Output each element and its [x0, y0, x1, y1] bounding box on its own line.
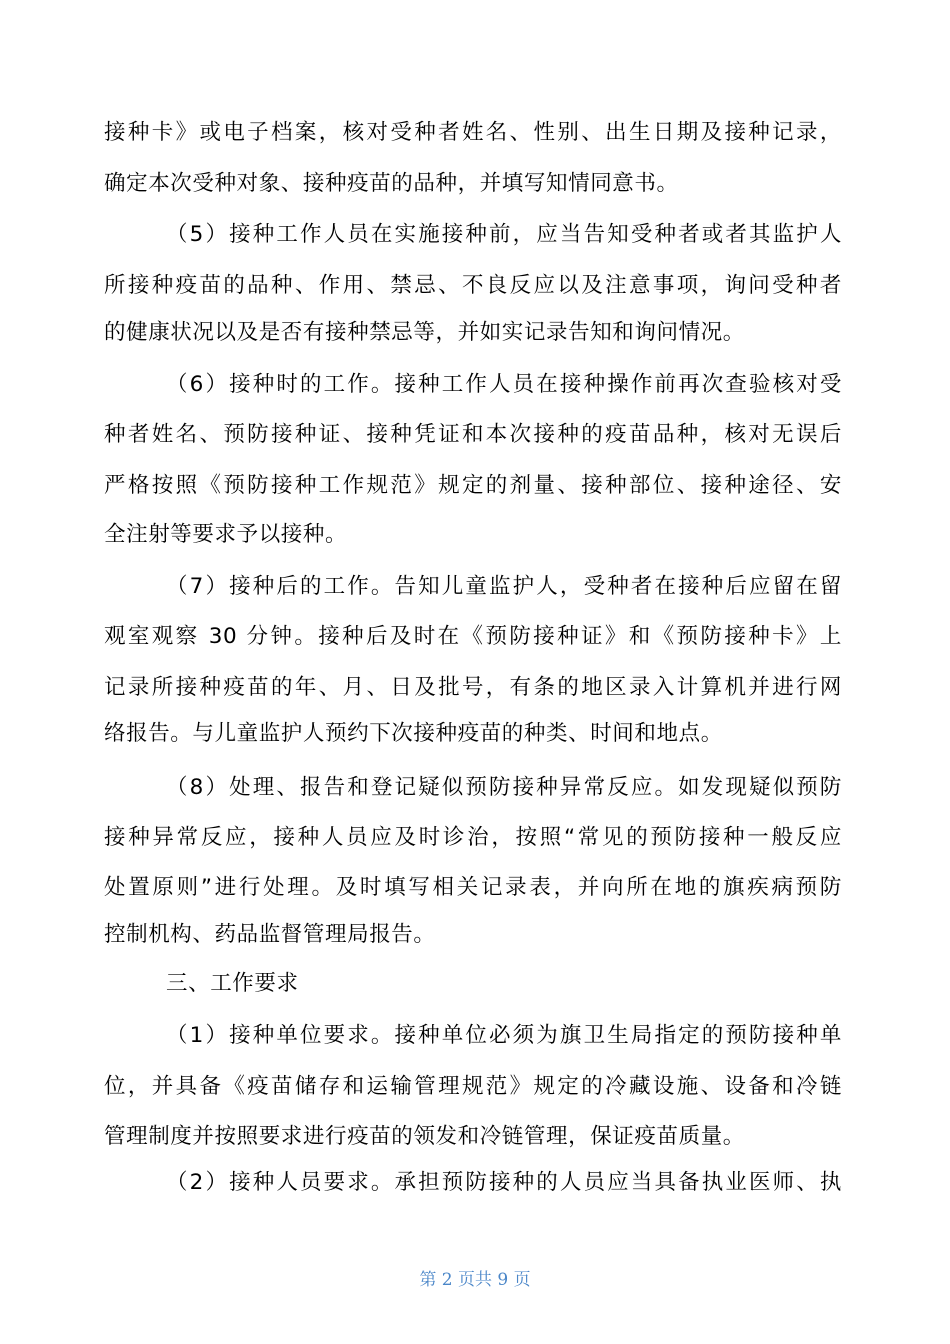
text-line: 严格按照《预防接种工作规范》规定的剂量、接种部位、接种途径、安: [104, 473, 842, 498]
paragraph-start: （1）接种单位要求。接种单位必须为旗卫生局指定的预防接种单: [166, 1023, 842, 1048]
text-line: 接种卡》或电子档案，核对受种者姓名、性别、出生日期及接种记录，: [104, 120, 842, 145]
text-line: 络报告。与儿童监护人预约下次接种疫苗的种类、时间和地点。: [104, 721, 723, 746]
text-line: 的健康状况以及是否有接种禁忌等，并如实记录告知和询问情况。: [104, 320, 745, 345]
paragraph-start: （5）接种工作人员在实施接种前，应当告知受种者或者其监护人: [166, 222, 842, 247]
text-line: 记录所接种疫苗的年、月、日及批号，有条的地区录入计算机并进行网: [104, 675, 842, 700]
text-line: 接种异常反应，接种人员应及时诊治，按照“常见的预防接种一般反应: [104, 825, 842, 850]
paragraph-start: （7）接种后的工作。告知儿童监护人，受种者在接种后应留在留: [166, 574, 842, 599]
paragraph-start: （2）接种人员要求。承担预防接种的人员应当具备执业医师、执: [166, 1170, 842, 1195]
text-line: 全注射等要求予以接种。: [104, 522, 348, 547]
text-line: 种者姓名、预防接种证、接种凭证和本次接种的疫苗品种，核对无误后: [104, 422, 842, 447]
paragraph-start: （8）处理、报告和登记疑似预防接种异常反应。如发现疑似预防: [166, 775, 842, 800]
text-line: 确定本次受种对象、接种疫苗的品种，并填写知情同意书。: [104, 171, 679, 196]
text-line: 处置原则”进行处理。及时填写相关记录表，并向所在地的旗疾病预防: [104, 875, 842, 900]
section-heading: 三、工作要求: [166, 971, 299, 996]
text-line: 所接种疫苗的品种、作用、禁忌、不良反应以及注意事项，询问受种者: [104, 273, 842, 298]
text-line: 控制机构、药品监督管理局报告。: [104, 922, 436, 947]
text-line: 观室观察 30 分钟。接种后及时在《预防接种证》和《预防接种卡》上: [104, 624, 842, 649]
page-number-footer: 第 2 页共 9 页: [419, 1270, 531, 1290]
text-line: 管理制度并按照要求进行疫苗的领发和冷链管理，保证疫苗质量。: [104, 1124, 745, 1149]
paragraph-start: （6）接种时的工作。接种工作人员在接种操作前再次查验核对受: [166, 372, 842, 397]
text-line: 位，并具备《疫苗储存和运输管理规范》规定的冷藏设施、设备和冷链: [104, 1074, 842, 1099]
